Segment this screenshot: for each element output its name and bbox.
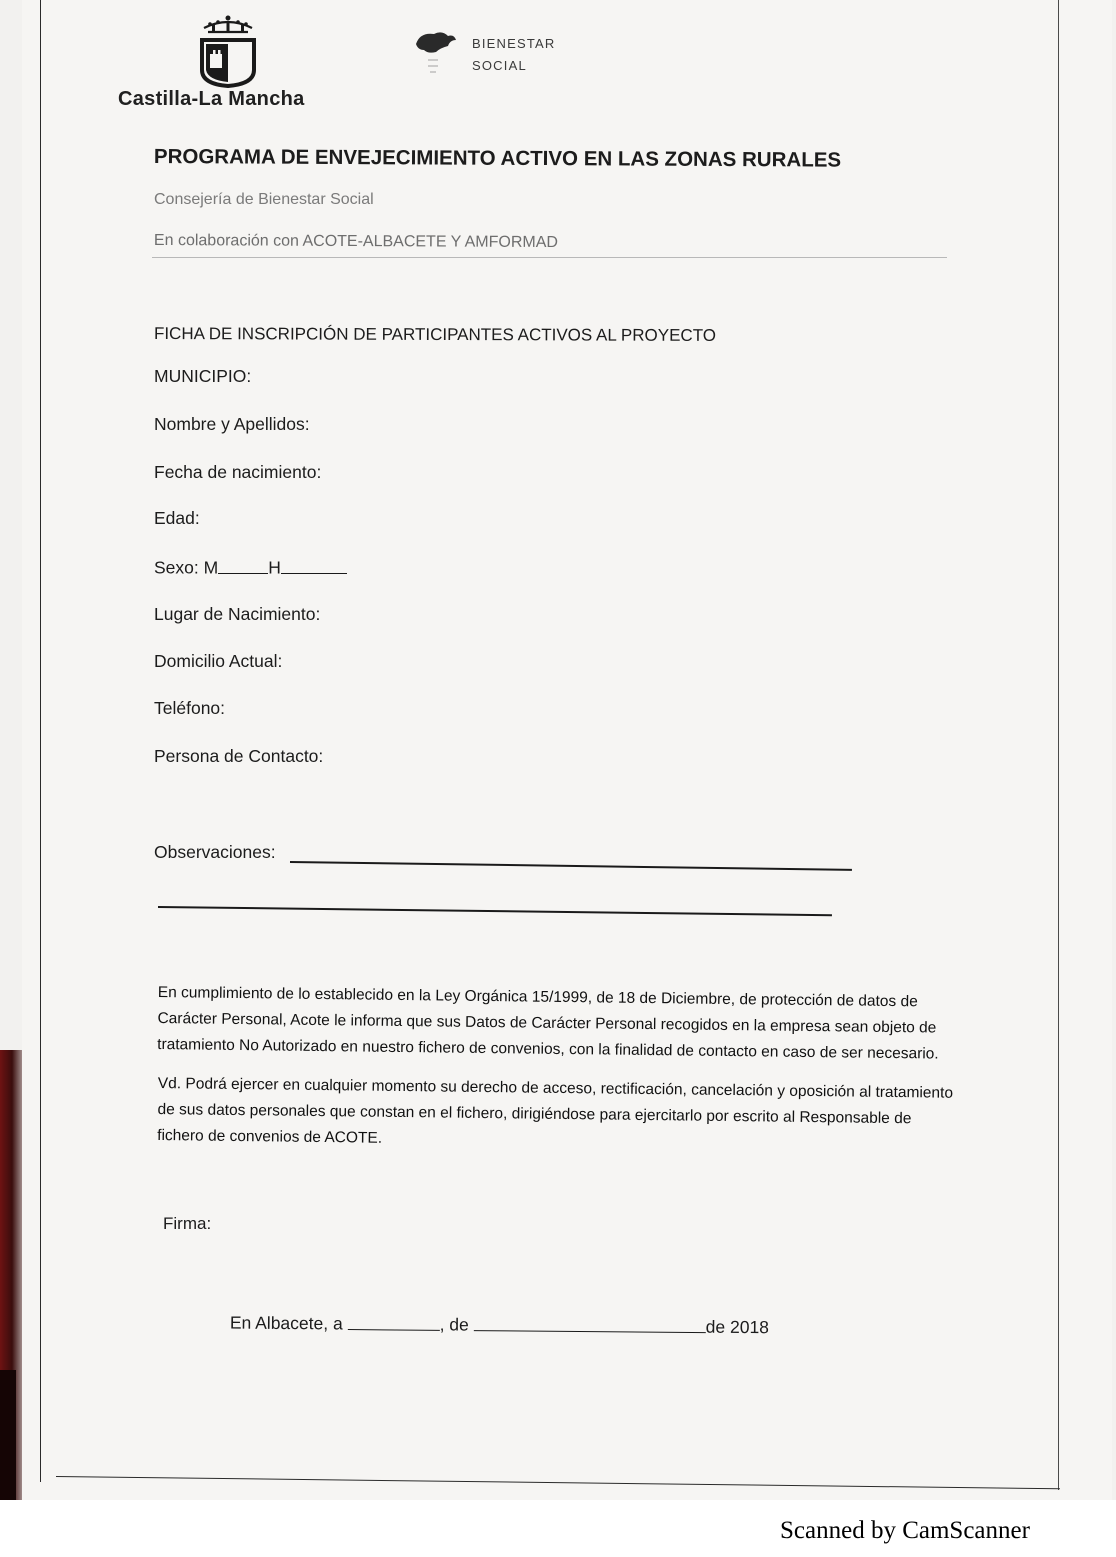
field-sexo xyxy=(154,555,347,579)
bienestar-social-logo xyxy=(414,28,458,84)
field-edad-label: Edad: xyxy=(154,508,200,528)
collaboration-note: En colaboración con ACOTE-ALBACETE Y AMFORMAD xyxy=(153,232,559,252)
header-divider xyxy=(152,257,947,258)
month-blank[interactable] xyxy=(474,1312,706,1333)
brand-name: Castilla-La Mancha xyxy=(118,88,305,110)
year-suffix: de 2018 xyxy=(705,1316,770,1338)
program-title: PROGRAMA DE ENVEJECIMIENTO ACTIVO EN LAS ZONAS RURALES xyxy=(153,145,842,172)
field-sexo-h-label: H xyxy=(268,557,281,578)
field-observaciones-label: Observaciones: xyxy=(154,842,276,862)
field-domicilio-label: Domicilio Actual: xyxy=(154,651,283,671)
castilla-la-mancha-logo xyxy=(196,14,260,88)
field-municipio-label: MUNICIPIO: xyxy=(154,366,252,386)
field-nombre-label: Nombre y Apellidos: xyxy=(154,414,310,434)
place-date-line xyxy=(230,1310,769,1338)
field-lugar-nacimiento-label: Lugar de Nacimiento: xyxy=(154,604,321,624)
field-telefono-label: Teléfono: xyxy=(154,698,226,718)
form-title: FICHA DE INSCRIPCIÓN DE PARTICIPANTES ACTIVOS AL PROYECTO xyxy=(153,324,717,345)
department-name: Consejería de Bienestar Social xyxy=(154,191,374,208)
legal-paragraph-1: En cumplimiento de lo establecido en la Ley Orgánica 15/1999, de 18 de Diciembre, de protección de datos de Carácter Personal, Acote le informa que sus Datos de Carácter Personal recogidos en la empresa sean objeto de tratamiento No Autorizado en nuestro fichero de convenios, con la finalidad de contacto en caso de ser necesario. xyxy=(157,983,939,1063)
sexo-h-blank[interactable] xyxy=(281,555,347,574)
field-fecha-nacimiento-label: Fecha de nacimiento: xyxy=(154,462,322,482)
field-sexo-label: Sexo: M xyxy=(154,557,219,578)
page-border-left xyxy=(40,0,41,1482)
date-connector: , de xyxy=(439,1314,469,1335)
place-prefix: En Albacete, a xyxy=(229,1312,343,1334)
partner-logo-text-2: SOCIAL xyxy=(472,58,527,73)
signature-label: Firma: xyxy=(163,1214,212,1233)
scanner-watermark: Scanned by CamScanner xyxy=(780,1517,1030,1544)
partner-logo-text-1: BIENESTAR xyxy=(472,36,556,51)
page-border-right xyxy=(1058,0,1059,1490)
page-edge-shadow-dark xyxy=(0,1370,16,1500)
day-blank[interactable] xyxy=(348,1311,440,1330)
field-contacto-label: Persona de Contacto: xyxy=(154,746,324,766)
legal-paragraph-2: Vd. Podrá ejercer en cualquier momento su derecho de acceso, rectificación, cancelación y oposición al tratamiento de sus datos personales que constan en el fichero, dirigiéndose para ejercitarlo por escrito al Responsable de fichero de convenios de ACOTE. xyxy=(157,1074,954,1147)
sexo-m-blank[interactable] xyxy=(218,555,268,574)
